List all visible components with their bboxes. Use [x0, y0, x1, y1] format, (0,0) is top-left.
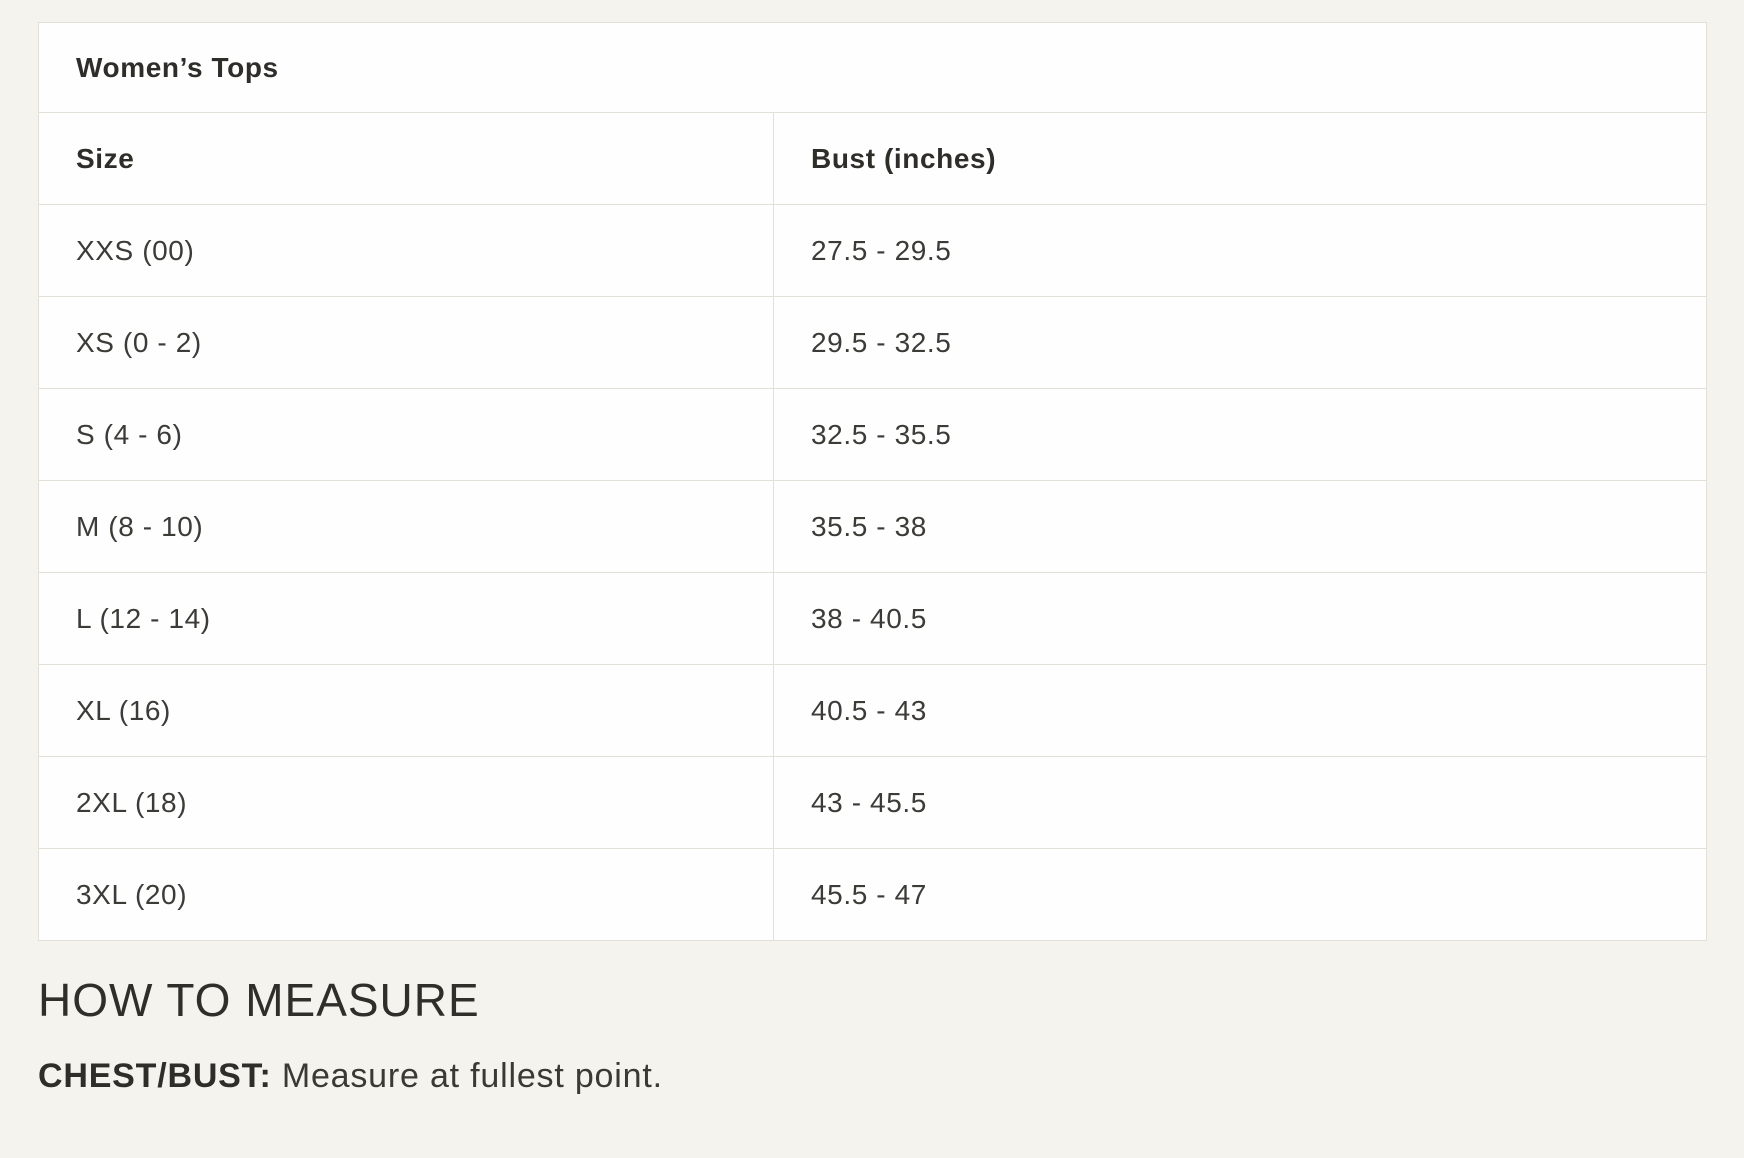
- size-cell: S (4 - 6): [39, 389, 774, 481]
- chest-bust-text: Measure at fullest point.: [281, 1057, 663, 1095]
- column-header-size: Size: [39, 113, 774, 205]
- bust-cell: 32.5 - 35.5: [774, 389, 1707, 481]
- chest-bust-instruction: [38, 1056, 1706, 1096]
- size-cell: XS (0 - 2): [39, 297, 774, 389]
- size-cell: 3XL (20): [39, 849, 774, 941]
- bust-cell: 43 - 45.5: [774, 757, 1707, 849]
- table-row: [39, 481, 1707, 573]
- table-row: [39, 849, 1707, 941]
- bust-cell: 27.5 - 29.5: [774, 205, 1707, 297]
- bust-cell: 38 - 40.5: [774, 573, 1707, 665]
- size-cell: XXS (00): [39, 205, 774, 297]
- table-row: [39, 665, 1707, 757]
- size-chart-table: [38, 22, 1707, 941]
- table-title: Women’s Tops: [39, 23, 1707, 113]
- table-header-row: [39, 113, 1707, 205]
- column-header-bust: Bust (inches): [774, 113, 1707, 205]
- bust-cell: 45.5 - 47: [774, 849, 1707, 941]
- size-cell: M (8 - 10): [39, 481, 774, 573]
- table-title-row: [39, 23, 1707, 113]
- bust-cell: 40.5 - 43: [774, 665, 1707, 757]
- bust-cell: 29.5 - 32.5: [774, 297, 1707, 389]
- chest-bust-label: CHEST/BUST:: [38, 1057, 272, 1095]
- table-row: [39, 297, 1707, 389]
- table-row: [39, 389, 1707, 481]
- table-row: [39, 205, 1707, 297]
- table-row: [39, 757, 1707, 849]
- size-cell: L (12 - 14): [39, 573, 774, 665]
- bust-cell: 35.5 - 38: [774, 481, 1707, 573]
- size-cell: 2XL (18): [39, 757, 774, 849]
- size-cell: XL (16): [39, 665, 774, 757]
- how-to-measure-heading: HOW TO MEASURE: [38, 974, 480, 1026]
- table-row: [39, 573, 1707, 665]
